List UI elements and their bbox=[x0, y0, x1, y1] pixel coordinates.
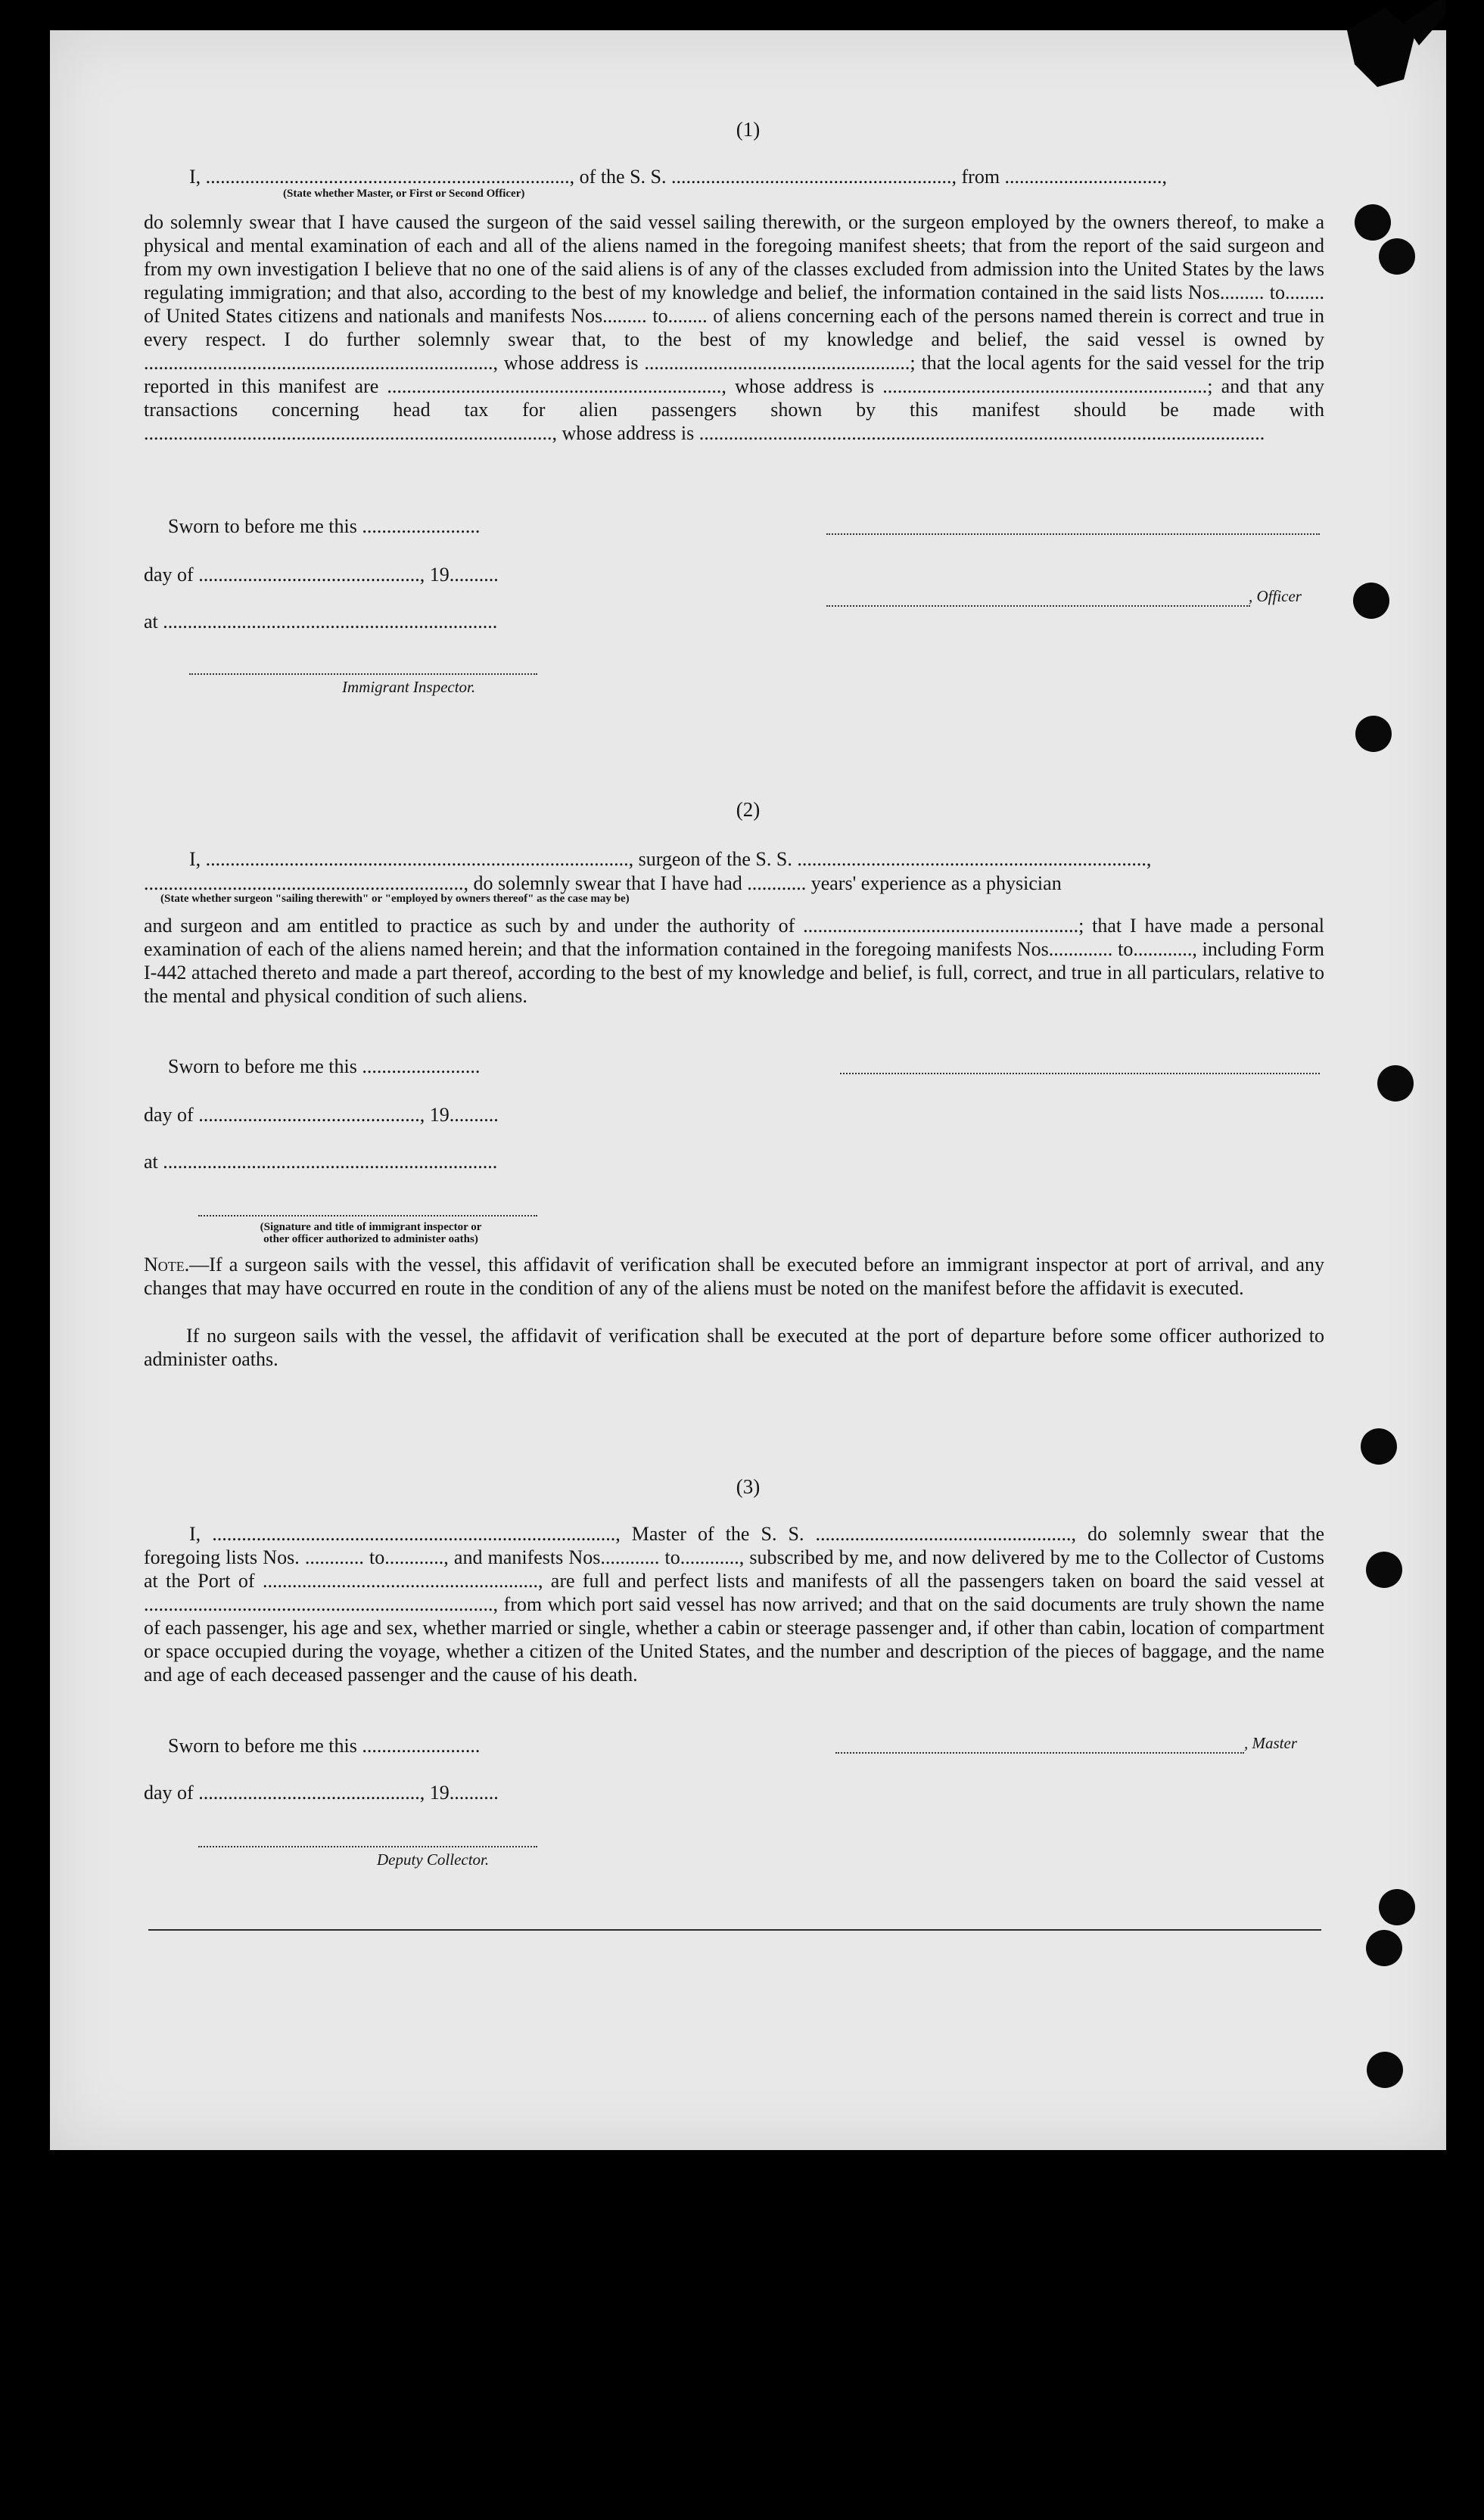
section-2-oath-paragraph: and surgeon and am entitled to practice as such by and under the authority of ........................................................; that I have made a personal examination of each of the aliens named herein; and that the information contained in the foregoing manifests Nos............. to............, including Form I-442 attached thereto and made a part thereof, according to the best of my knowledge and belief, is full, correct, and true in all particulars, relative to the mental and physical condition of such aliens. bbox=[144, 915, 1324, 1007]
section-2-sig-note-2: other officer authorized to administer oaths) bbox=[263, 1233, 478, 1245]
note-text: —If a surgeon sails with the vessel, this affidavit of verification shall be executed before an immigrant inspector at port of arrival, and any changes that may have occurred en route in the condition of any of the aliens must be noted on the manifest before the affidavit is executed. bbox=[144, 1254, 1324, 1299]
section-2-sworn-line: Sworn to before me this ........................ bbox=[168, 1055, 481, 1077]
section-2-line-2: ................................................................., do solemnly swear that I have had ............ years' experience as a physician bbox=[144, 872, 1062, 894]
section-1-officer-label: , Officer bbox=[1249, 587, 1302, 605]
section-1-sworn-line: Sworn to before me this ........................ bbox=[168, 515, 481, 537]
note-text-2: If no surgeon sails with the vessel, the affidavit of verification shall be executed at the port of departure before some officer authorized to administer oaths. bbox=[144, 1325, 1324, 1370]
section-2-number: (2) bbox=[736, 798, 761, 821]
note-label: Note. bbox=[144, 1254, 190, 1276]
punch-hole bbox=[1353, 583, 1389, 619]
section-3-master-label: , Master bbox=[1244, 1734, 1297, 1752]
section-1-day-line: day of ............................................., 19.......... bbox=[144, 564, 499, 586]
section-1-inspector-label: Immigrant Inspector. bbox=[342, 678, 476, 696]
bottom-rule bbox=[148, 1929, 1321, 1931]
section-1-line-1-note: (State whether Master, or First or Second Officer) bbox=[283, 188, 525, 200]
section-2-line-1: I, ......................................................................................, surgeon of the S. S. ......................................................................., bbox=[189, 848, 1152, 870]
section-2-at-line: at .................................................................... bbox=[144, 1151, 498, 1173]
section-2-sig-note-1: (Signature and title of immigrant inspector or bbox=[260, 1221, 482, 1233]
punch-hole bbox=[1355, 204, 1391, 241]
section-1-number: (1) bbox=[736, 118, 761, 141]
section-1-signature-line bbox=[826, 533, 1320, 535]
section-1-inspector-line bbox=[189, 673, 537, 675]
section-3-oath-paragraph: I, .................................................................................., Master of the S. S. ...................................................., do solemnly swear that the foregoing lists Nos. ............ to............, and manifests Nos............ to............, subscribed by me, and now delivered by me to the Collector of Customs at the Port of ........................................................, are full and perfect lists and manifests of all the passengers taken on board the said vessel at ......................................................................., from which port said vessel has now arrived; and that on the said documents are truly shown the name of each passenger, his age and sex, whether married or single, whether a cabin or steerage passenger and, if other than cabin, location of compartment or space occupied during the voyage, whether a citizen of the United States, and the number and description of the pieces of baggage, and the name and age of each deceased passenger and the cause of his death. bbox=[144, 1523, 1324, 1686]
section-2-line-2-note: (State whether surgeon "sailing therewith" or "employed by owners thereof" as the case may be) bbox=[160, 893, 630, 905]
corner-damage-mark bbox=[1332, 0, 1445, 95]
section-2-day-line: day of ............................................., 19.......... bbox=[144, 1104, 499, 1126]
section-3-collector-line bbox=[198, 1846, 537, 1847]
punch-hole bbox=[1379, 238, 1415, 275]
punch-hole bbox=[1377, 1065, 1414, 1102]
section-1-line-1: I, .........................................................................., of the S. S. ........................................................., from ................................, bbox=[189, 166, 1168, 188]
punch-hole bbox=[1367, 2052, 1403, 2088]
section-2-signature-line bbox=[840, 1073, 1320, 1074]
punch-hole bbox=[1361, 1428, 1397, 1465]
punch-hole bbox=[1355, 716, 1392, 752]
section-1-officer-line bbox=[826, 605, 1250, 607]
section-2-note-paragraph bbox=[144, 1253, 1324, 1300]
section-3-sworn-line: Sworn to before me this ........................ bbox=[168, 1735, 481, 1757]
section-3-day-line: day of ............................................., 19.......... bbox=[144, 1782, 499, 1804]
section-1-oath-paragraph: do solemnly swear that I have caused the surgeon of the said vessel sailing therewith, or the surgeon employed by the owners thereof, to make a physical and mental examination of each and all of the aliens named in the foregoing manifest sheets; that from the report of the said surgeon and from my own investigation I believe that no one of the said aliens is of any of the classes excluded from admission into the United States by the laws regulating immigration; and that also, according to the best of my knowledge and belief, the information contained in the said lists Nos......... to........ of United States citizens and nationals and manifests Nos......... to........ of aliens concerning each of the persons named therein is correct and true in every respect. I do further solemnly swear that, to the best of my knowledge and belief, the said vessel is owned by ......................................................................., whose address is ......................................................; that the local agents for the said vessel for the trip reported in this manifest are ...................................................................., whose address is ..................................................................; and that any transactions concerning head tax for alien passengers shown by this manifest should be made with ..................................................................................., whose address is ................................................................................................................... bbox=[144, 211, 1324, 444]
section-3-master-line bbox=[835, 1752, 1244, 1754]
punch-hole bbox=[1366, 1552, 1402, 1588]
section-2-note-paragraph-2 bbox=[144, 1324, 1324, 1371]
section-3-number: (3) bbox=[736, 1475, 761, 1498]
punch-hole bbox=[1366, 1930, 1402, 1966]
section-3-collector-label: Deputy Collector. bbox=[377, 1850, 490, 1869]
section-1-at-line: at .................................................................... bbox=[144, 611, 498, 632]
punch-hole bbox=[1379, 1889, 1415, 1925]
section-2-inspector-line bbox=[198, 1215, 537, 1216]
